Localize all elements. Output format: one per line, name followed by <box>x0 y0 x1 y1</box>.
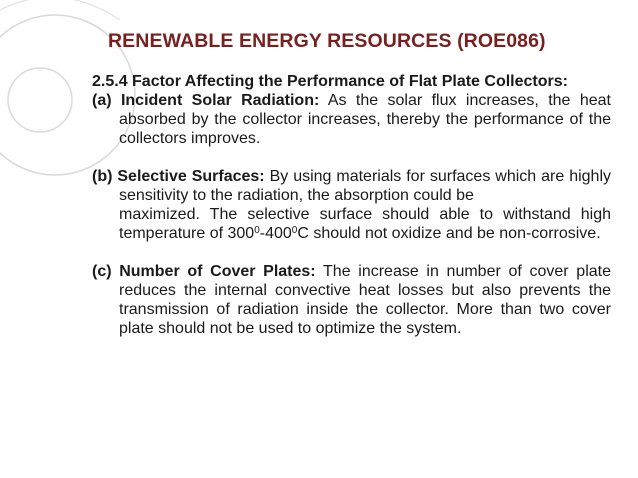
decorative-curve <box>0 0 120 20</box>
superscript: 0 <box>254 225 260 236</box>
slide-title: RENEWABLE ENERGY RESOURCES (ROE086) <box>108 30 546 52</box>
slide-body <box>92 72 611 338</box>
point-a-label: (a) Incident Solar Radiation: <box>92 92 320 109</box>
point-c <box>92 262 611 338</box>
point-b-continuation: maximized. The selective surface should able to withstand high temperature of $300^0-400^0C$ should not oxidize and be non-corrosive. <box>119 206 611 242</box>
point-b-text: By using materials for surfaces which are highly sensitivity to the radiation, the absorption could be <box>119 168 611 204</box>
spacer <box>92 148 611 167</box>
spacer <box>92 243 611 262</box>
section-heading: 2.5.4 Factor Affecting the Performance of Flat Plate Collectors: <box>92 73 568 90</box>
point-c-text: The increase in number of cover plate reduces the internal convective heat losses but also prevents the transmission of radiation inside the collector. More than two cover plate should not be used to optimize the system. <box>119 263 611 337</box>
point-a <box>92 91 611 148</box>
point-a-text: As the solar flux increases, the heat absorbed by the collector increases, thereby the performance of the collectors improves. <box>119 92 611 147</box>
point-b-label: (b) Selective Surfaces: <box>92 168 265 185</box>
point-c-label: (c) Number of Cover Plates: <box>92 263 316 280</box>
superscript: 0 <box>291 225 298 236</box>
decorative-ring-small <box>8 68 72 132</box>
point-b <box>92 167 611 205</box>
